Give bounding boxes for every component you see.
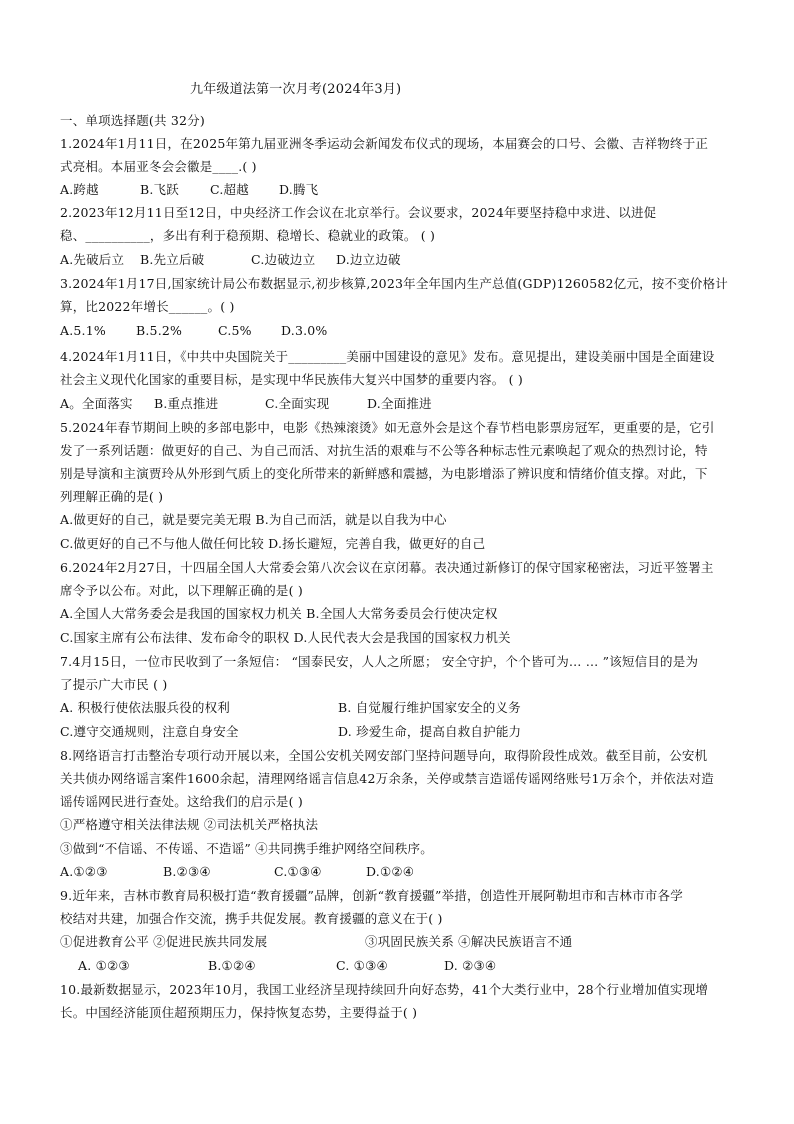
question-7-text: 7.4月15日，一位市民收到了一条短信： “国泰民安，人人之所愿； 安全守护，个个皆可为… … ”该短信目的是为 bbox=[60, 654, 699, 669]
question-8-statements-34: ③做到“不信谣、不传谣、不造谣” ④共同携手维护网络空间秩序。 bbox=[60, 841, 433, 856]
question-8-text-cont: 关共侦办网络谣言案件1600余起，清理网络谣言信息42万余条，关停或禁言造谣传谣网络账号1万余个，并依法对造 bbox=[60, 771, 714, 786]
option-c: C.①③④ bbox=[274, 864, 322, 879]
option-b: B.②③④ bbox=[163, 864, 211, 879]
question-6-options-ab: A.全国人大常务委会是我国的国家权力机关 B.全国人大常务委员会行使决定权 bbox=[60, 606, 498, 621]
option-a: A.5.1% bbox=[60, 323, 106, 338]
option-d: D.边立边破 bbox=[336, 252, 401, 267]
option-c: C.遵守交通规则，注意自身安全 bbox=[60, 724, 239, 739]
option-a: A. 积极行使依法服兵役的权利 bbox=[60, 700, 230, 715]
question-1-text-cont: 式亮相。本届亚冬会会徽是____.( ) bbox=[60, 159, 257, 174]
question-6-options-cd: C.国家主席有公布法律、发布命令的职权 D.人民代表大会是我国的国家权力机关 bbox=[60, 630, 511, 645]
option-d: D.腾飞 bbox=[279, 182, 319, 197]
question-1-text: 1.2024年1月11日，在2025年第九届亚洲冬季运动会新闻发布仪式的现场，本届赛会的口号、会徽、吉祥物终于正 bbox=[60, 136, 709, 151]
option-a: A。全面落实 bbox=[60, 396, 133, 411]
option-c: C.全面实现 bbox=[265, 396, 330, 411]
question-8-text: 8.网络语言打击整治专项行动开展以来，全国公安机关网安部门坚持问题导向，取得阶段性成效。截至目前，公安机 bbox=[60, 748, 708, 763]
question-10-text-cont: 长。中国经济能顶住超预期压力，保持恢复态势，主要得益于( ) bbox=[60, 1005, 418, 1020]
question-2-text-cont: 稳、__________，多出有利于稳预期、稳增长、稳就业的政策。 ( ) bbox=[60, 228, 436, 243]
question-6-text: 6.2024年2月27日，十四届全国人大常委会第八次会议在京闭幕。表决通过新修订的保守国家秘密法，习近平签署主 bbox=[60, 560, 714, 575]
question-8-statements-12: ①严格遵守相关法律法规 ②司法机关严格执法 bbox=[60, 817, 319, 832]
option-b: B. 自觉履行维护国家安全的义务 bbox=[338, 700, 521, 715]
option-d: D.全面推进 bbox=[367, 396, 432, 411]
option-c: C.5% bbox=[218, 323, 252, 338]
question-5-text-cont: 列理解正确的是( ) bbox=[60, 489, 164, 504]
question-3-text: 3.2024年1月17日,国家统计局公布数据显示,初步核算,2023年全年国内生产总值(GDP)1260582亿元，按不变价格计 bbox=[60, 276, 728, 291]
question-5-options-cd: C.做更好的自己不与他人做任何比较 D.扬长避短，完善自我，做更好的自己 bbox=[60, 536, 486, 551]
option-c: C. ①③④ bbox=[336, 958, 388, 973]
option-b: B.飞跃 bbox=[140, 182, 179, 197]
option-b: B.5.2% bbox=[136, 323, 183, 338]
exam-title: 九年级道法第一次月考(2024年3月) bbox=[190, 82, 402, 97]
question-4-text: 4.2024年1月11日，《中共中央国院关于_________美丽中国建设的意见》发布。意见提出，建设美丽中国是全面建设 bbox=[60, 349, 715, 364]
option-b: B.重点推进 bbox=[154, 396, 219, 411]
question-7-text-cont: 了提示广大市民 ( ) bbox=[60, 677, 168, 692]
option-d: D.①②④ bbox=[366, 864, 415, 879]
question-10-text: 10.最新数据显示，2023年10月，我国工业经济呈现持续回升向好态势，41个大类行业中，28个行业增加值实现增 bbox=[60, 982, 709, 997]
question-6-text-cont: 席令予以公布。对此，以下理解正确的是( ) bbox=[60, 583, 303, 598]
option-d: D.3.0% bbox=[281, 323, 328, 338]
option-a: A. ①②③ bbox=[78, 958, 130, 973]
option-b: B.先立后破 bbox=[140, 252, 205, 267]
option-d: D. 珍爱生命，提高自救自护能力 bbox=[338, 724, 522, 739]
question-9-text-cont: 校结对共建，加强合作交流，携手共促发展。教育援疆的意义在于( ) bbox=[60, 911, 443, 926]
question-9-text: 9.近年来，吉林市教育局积极打造“教育援疆”品牌，创新“教育援疆”举措，创造性开展阿勒坦市和吉林市市各学 bbox=[60, 888, 683, 903]
option-a: A.先破后立 bbox=[60, 252, 125, 267]
option-a: A.①②③ bbox=[60, 864, 108, 879]
question-8-text-cont: 谣传谣网民进行查处。这给我们的启示是( ) bbox=[60, 794, 303, 809]
question-2-text: 2.2023年12月11日至12日，中央经济工作会议在北京举行。会议要求，2024年要坚持稳中求进、以进促 bbox=[60, 205, 657, 220]
section-heading: 一、单项选择题(共 32分) bbox=[60, 113, 205, 128]
option-d: D. ②③④ bbox=[444, 958, 497, 973]
question-5-options-ab: A.做更好的自己，就是要完美无瑕 B.为自己而活，就是以自我为中心 bbox=[60, 512, 447, 527]
question-5-text: 5.2024年春节期间上映的多部电影中，电影《热辣滚烫》如无意外会是这个春节档电影票房冠军，更重要的是，它引 bbox=[60, 420, 715, 435]
statements-12: ①促进教育公平 ②促进民族共同发展 bbox=[60, 934, 268, 949]
option-c: C.超越 bbox=[210, 182, 249, 197]
statements-34: ③巩固民族关系 ④解决民族语言不通 bbox=[365, 934, 573, 949]
option-b: B.①②④ bbox=[208, 958, 256, 973]
option-a: A.跨越 bbox=[60, 182, 99, 197]
question-4-text-cont: 社会主义现代化国家的重要目标，是实现中华民族伟大复兴中国梦的重要内容。 ( ) bbox=[60, 372, 524, 387]
question-5-text-cont: 别是导演和主演贾玲从外形到气质上的变化所带来的新鲜感和震撼，为电影增添了辨识度和情绪价值支撑。对此，下 bbox=[60, 466, 708, 481]
question-5-text-cont: 发了一系列话题：做更好的自己、为自己而活、对抗生活的艰难与不公等各种标志性元素唤起了观众的热烈讨论，特 bbox=[60, 443, 708, 458]
question-3-text-cont: 算，比2022年增长______。( ) bbox=[60, 299, 235, 314]
option-c: C.边破边立 bbox=[251, 252, 316, 267]
